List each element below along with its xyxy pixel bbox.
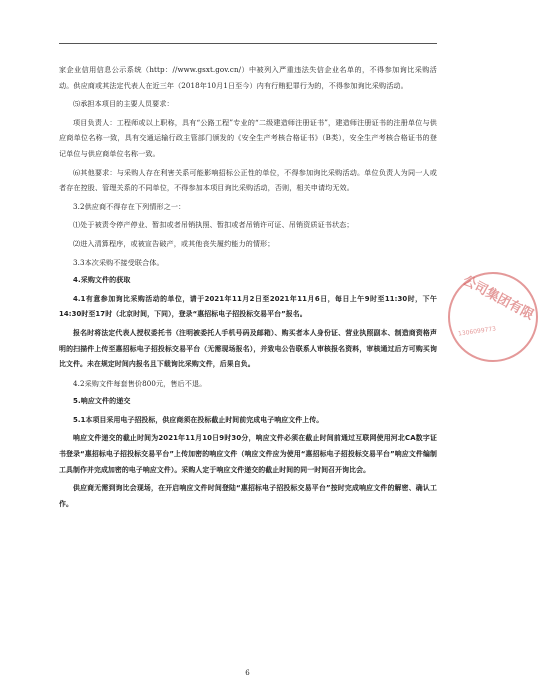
paragraph: 3.3本次采购不接受联合体。: [73, 257, 164, 267]
paragraph: ⑸承担本项目的主要人员要求：: [73, 99, 174, 109]
paragraph: 项目负责人：工程师或以上职称，具有“公路工程”专业的“二级建造师注册证书”，建造师注册证书的注册单位与供应商单位名称一致，具有交通运输行政主管部门颁发的《安全生产考核合格证书》（B类），安全生产考核合格证书的登记单位与供应商单位名称一致。: [59, 117, 437, 158]
paragraph: ⑵进入清算程序，或被宣告破产，或其他丧失履约能力的情形；: [73, 238, 275, 248]
paragraph: 家企业信用信息公示系统（http：//www.gsxt.gov.cn/）中被列入严重违法失信企业名单的，不得参加询比采购活动。供应商或其法定代表人在近三年（2018年10月1日至今）内有行贿犯罪行为的，不得参加询比采购活动。: [59, 65, 437, 90]
seal-number: 1306099773: [457, 325, 497, 338]
company-seal-stamp: [448, 272, 538, 362]
paragraph: 3.2供应商不得存在下列情形之一：: [73, 201, 186, 211]
seal-text: 公司集团有限: [460, 273, 537, 324]
section-heading: 4.采购文件的获取: [73, 276, 131, 285]
paragraph: ⑹其他要求：与采购人存在利害关系可能影响招标公正性的单位，不得参加询比采购活动。单位负责人为同一人或者存在控股、管理关系的不同单位，不得参加本项目询比采购活动，否则，相关申请均无效。: [59, 167, 437, 193]
section-heading: 5.响应文件的递交: [73, 397, 131, 406]
paragraph: 4.1有意参加询比采购活动的单位，请于2021年11月2日至2021年11月6日，每日上午9时至11:30时，下午14:30时至17时（北京时间，下同），登录“惠招标电子招投标交易平台”报名。: [59, 294, 437, 319]
paragraph: ⑴处于被责令停产停业、暂扣或者吊销执照、暂扣或者吊销许可证、吊销资质证书状态；: [73, 220, 354, 230]
paragraph: 5.1本项目采用电子招投标，供应商须在投标截止时间前完成电子响应文件上传。: [73, 415, 324, 424]
page-number: 6: [245, 669, 250, 677]
header-rule: [59, 43, 437, 44]
paragraph: 供应商无需到询比会现场，在开启响应文件时间登陆“惠招标电子招投标交易平台”按时完成响应文件的解密、确认工作。: [59, 484, 437, 508]
paragraph: 4.2采购文件每套售价800元，售后不退。: [73, 378, 207, 388]
paragraph: 报名时将法定代表人授权委托书（注明被委托人手机号码及邮箱）、购买者本人身份证、营业执照副本、制造商资格声明的扫描件上传至惠招标电子招投标交易平台（无需现场报名），并致电公告联系人审核报名资料，审核通过后方可购买询比文件。未在规定时间内报名且下载询比采购文件，后果自负。: [59, 328, 437, 369]
document-body: [59, 62, 437, 515]
paragraph: 响应文件递交的截止时间为2021年11月10日9时30分，响应文件必须在截止时间前通过互联网使用河北CA数字证书登录“惠招标电子招投标交易平台”上传加密的响应文件（响应文件应为使用“惠招标电子招投标交易平台”响应文件编制工具制作并完成加密的电子响应文件）。采购人定于响应文件递交的截止时间的同一时间召开询比会。: [59, 434, 437, 474]
